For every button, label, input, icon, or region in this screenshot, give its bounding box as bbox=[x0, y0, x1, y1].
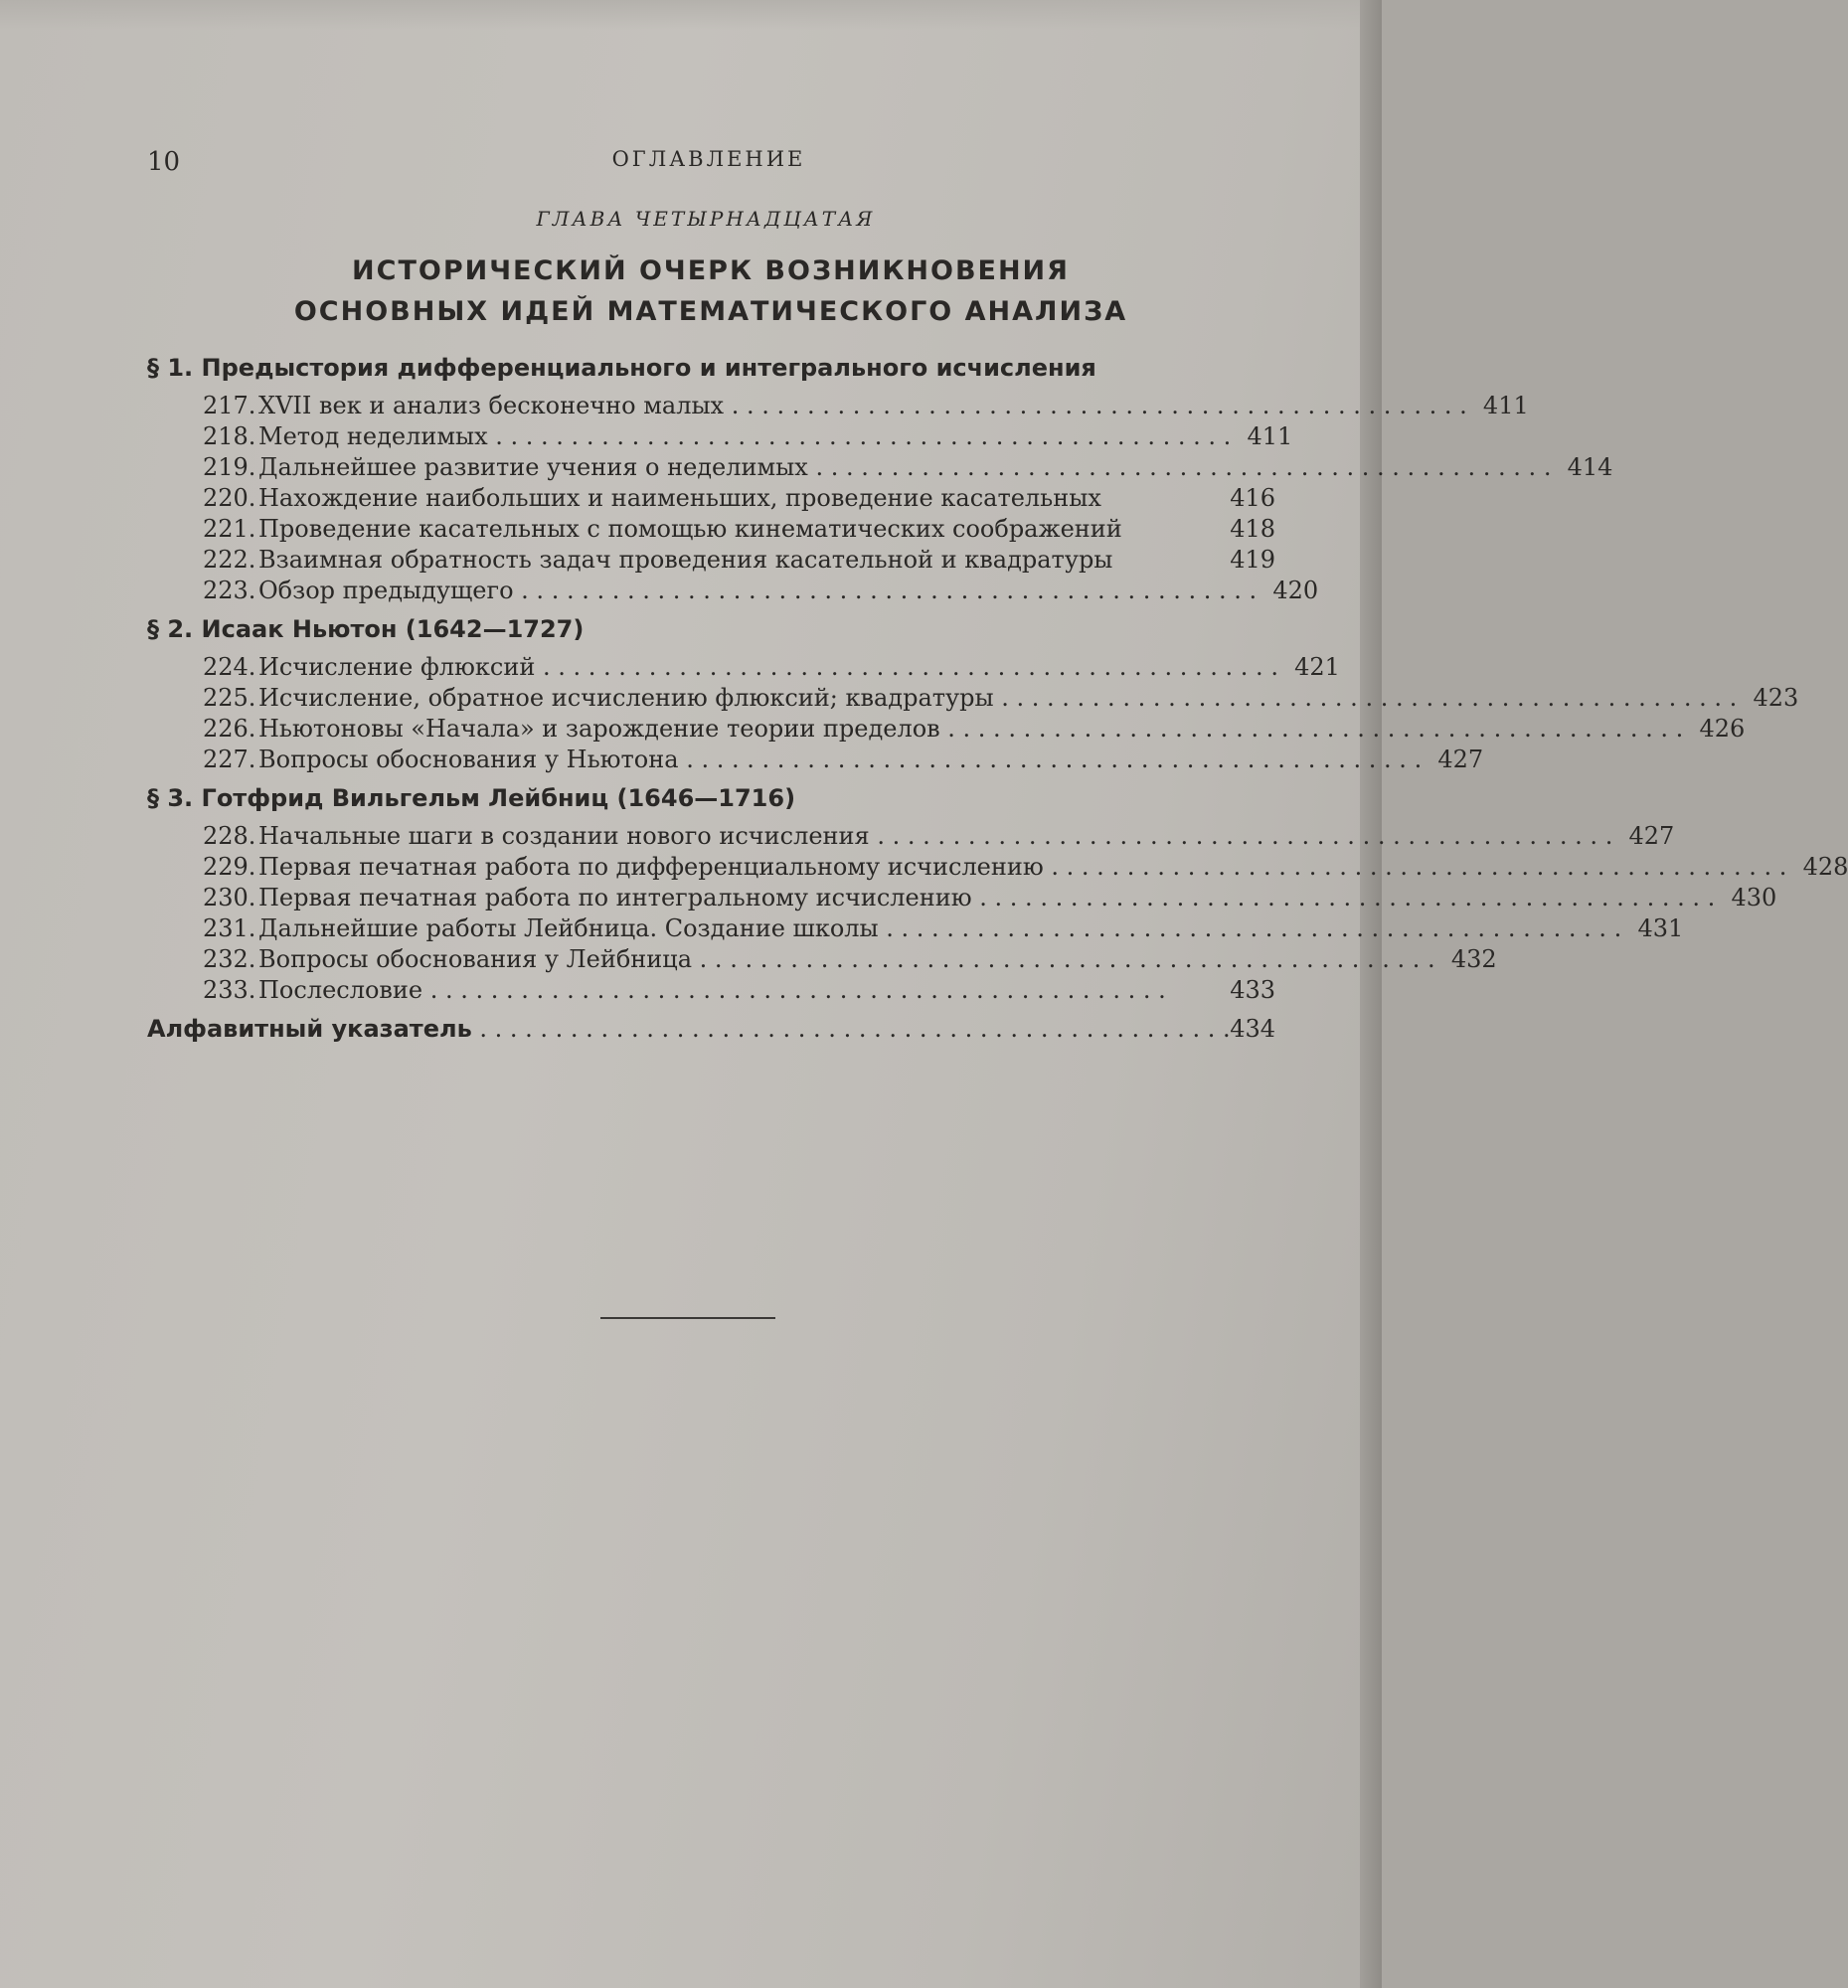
chapter-label: ГЛАВА ЧЕТЫРНАДЦАТАЯ bbox=[536, 207, 876, 231]
entry-title: Обзор предыдущего bbox=[258, 577, 514, 604]
entry-title: Исчисление, обратное исчислению флюксий; квадратуры bbox=[258, 684, 994, 712]
toc-entry: 228. Начальные шаги в создании нового исчисления . . . . . . . . . . . . . . . . . . . . . . . . . . . . . . . . . . . . . . . . . . . . . . . . . 427 bbox=[203, 822, 1675, 850]
entry-page: 419 bbox=[1230, 546, 1275, 574]
chapter-title-line-1: ИСТОРИЧЕСКИЙ ОЧЕРК ВОЗНИКНОВЕНИЯ bbox=[352, 255, 1070, 286]
toc-entry: 225. Исчисление, обратное исчислению флюксий; квадратуры . . . . . . . . . . . . . . . . . . . . . . . . . . . . . . . . . . . . . . . . . . . . . . . . . 423 bbox=[203, 684, 1799, 712]
entry-number: 229. bbox=[203, 853, 256, 881]
entry-page: 426 bbox=[1699, 715, 1746, 743]
entry-page: 416 bbox=[1230, 484, 1275, 512]
toc-entry: 218. Метод неделимых . . . . . . . . . . . . . . . . . . . . . . . . . . . . . . . . . . . . . . . . . . . . . . . . . 411 bbox=[203, 422, 1293, 450]
entry-number: 219. bbox=[203, 453, 256, 481]
toc-entry: 233. Послесловие . . . . . . . . . . . . . . . . . . . . . . . . . . . . . . . . . . . . . . . . . . . . . . . . . 433 bbox=[203, 976, 1275, 1004]
entry-page: 427 bbox=[1628, 822, 1675, 850]
entry-title: Проведение касательных с помощью кинематических соображений bbox=[258, 515, 1122, 543]
entry-page: 433 bbox=[1230, 976, 1275, 1004]
page-top-shadow bbox=[0, 0, 1382, 30]
entry-number: 222. bbox=[203, 546, 256, 574]
page-number: 10 bbox=[147, 147, 181, 177]
section-3-entries bbox=[147, 821, 1848, 1006]
entry-number: 223. bbox=[203, 577, 256, 604]
entry-page: 421 bbox=[1294, 653, 1340, 681]
entry-title: Первая печатная работа по дифференциальному исчислению bbox=[258, 853, 1044, 881]
entry-title: Исчисление флюксий bbox=[258, 653, 536, 681]
end-rule bbox=[600, 1317, 775, 1319]
entry-title: XVII век и анализ бесконечно малых bbox=[258, 392, 725, 419]
entry-title: Дальнейшие работы Лейбница. Создание школы bbox=[258, 914, 879, 942]
alphabetical-index-entry: Алфавитный указатель . . . . . . . . . . . . . . . . . . . . . . . . . . . . . . . . . . . . . . . . . . . . . . . . . . 434 bbox=[147, 1015, 1275, 1043]
entry-page: 411 bbox=[1482, 392, 1529, 419]
section-1-entries bbox=[147, 391, 1613, 606]
toc-entry: 219. Дальнейшее развитие учения о неделимых . . . . . . . . . . . . . . . . . . . . . . . . . . . . . . . . . . . . . . . . . . . . . . . . . 414 bbox=[203, 453, 1613, 481]
entry-title: Вопросы обоснования у Ньютона bbox=[258, 746, 679, 773]
entry-page: 423 bbox=[1753, 684, 1799, 712]
section-2-title: § 2. Исаак Ньютон (1642—1727) bbox=[147, 615, 585, 643]
entry-title: Дальнейшее развитие учения о неделимых bbox=[258, 453, 808, 481]
entry-number: 224. bbox=[203, 653, 256, 681]
entry-number: 231. bbox=[203, 914, 256, 942]
index-title: Алфавитный указатель bbox=[147, 1015, 472, 1043]
toc-entry bbox=[203, 483, 1275, 514]
entry-number: 218. bbox=[203, 422, 256, 450]
entry-number: 227. bbox=[203, 746, 256, 773]
toc-entry: 230. Первая печатная работа по интегральному исчислению . . . . . . . . . . . . . . . . . . . . . . . . . . . . . . . . . . . . . . . . . . . . . . . . . 430 bbox=[203, 884, 1777, 911]
toc-entry: 226. Ньютоновы «Начала» и зарождение теории пределов . . . . . . . . . . . . . . . . . . . . . . . . . . . . . . . . . . . . . . . . . . . . . . . . . 426 bbox=[203, 715, 1746, 743]
page-header bbox=[147, 147, 1270, 177]
entry-number: 230. bbox=[203, 884, 256, 911]
entry-page: 430 bbox=[1731, 884, 1777, 911]
running-title: ОГЛАВЛЕНИЕ bbox=[611, 147, 806, 171]
toc-entry: 232. Вопросы обоснования у Лейбница . . . . . . . . . . . . . . . . . . . . . . . . . . . . . . . . . . . . . . . . . . . . . . . . . 432 bbox=[203, 945, 1497, 973]
index-page: 434 bbox=[1230, 1015, 1275, 1043]
entry-title: Метод неделимых bbox=[258, 422, 488, 450]
chapter-title bbox=[0, 250, 1422, 332]
section-1-title: § 1. Предыстория дифференциального и интегрального исчисления bbox=[147, 354, 1096, 382]
toc-entry: 224. Исчисление флюксий . . . . . . . . . . . . . . . . . . . . . . . . . . . . . . . . . . . . . . . . . . . . . . . . . 421 bbox=[203, 653, 1340, 681]
entry-title: Начальные шаги в создании нового исчисления bbox=[258, 822, 870, 850]
toc-entry: 217. XVII век и анализ бесконечно малых . . . . . . . . . . . . . . . . . . . . . . . . . . . . . . . . . . . . . . . . . . . . . . . . . 411 bbox=[203, 392, 1529, 419]
entry-number: 221. bbox=[203, 515, 256, 543]
entry-number: 228. bbox=[203, 822, 256, 850]
entry-title: Ньютоновы «Начала» и зарождение теории пределов bbox=[258, 715, 940, 743]
entry-page: 420 bbox=[1272, 577, 1319, 604]
entry-page: 432 bbox=[1450, 945, 1497, 973]
toc-entry: 227. Вопросы обоснования у Ньютона . . . . . . . . . . . . . . . . . . . . . . . . . . . . . . . . . . . . . . . . . . . . . . . . . 427 bbox=[203, 746, 1484, 773]
table-of-contents bbox=[147, 353, 1848, 1045]
entry-number: 233. bbox=[203, 976, 256, 1004]
entry-number: 220. bbox=[203, 484, 256, 512]
toc-entry: 223. Обзор предыдущего . . . . . . . . . . . . . . . . . . . . . . . . . . . . . . . . . . . . . . . . . . . . . . . . . 420 bbox=[203, 577, 1319, 604]
toc-entry bbox=[203, 545, 1275, 576]
entry-number: 226. bbox=[203, 715, 256, 743]
entry-number: 225. bbox=[203, 684, 256, 712]
toc-entry: 229. Первая печатная работа по дифференциальному исчислению . . . . . . . . . . . . . . . . . . . . . . . . . . . . . . . . . . . . . . . . . . . . . . . . . 428 bbox=[203, 853, 1848, 881]
entry-page: 428 bbox=[1802, 853, 1848, 881]
entry-number: 232. bbox=[203, 945, 256, 973]
entry-number: 217. bbox=[203, 392, 256, 419]
chapter-title-line-2: ОСНОВНЫХ ИДЕЙ МАТЕМАТИЧЕСКОГО АНАЛИЗА bbox=[293, 296, 1128, 327]
entry-page: 427 bbox=[1437, 746, 1484, 773]
entry-title: Нахождение наибольших и наименьших, проведение касательных bbox=[258, 484, 1101, 512]
entry-title: Послесловие bbox=[258, 976, 423, 1004]
entry-page: 414 bbox=[1567, 453, 1613, 481]
entry-page: 418 bbox=[1230, 515, 1275, 543]
section-3-title: § 3. Готфрид Вильгельм Лейбниц (1646—1716) bbox=[147, 784, 796, 812]
entry-title: Вопросы обоснования у Лейбница bbox=[258, 945, 693, 973]
entry-page: 411 bbox=[1247, 422, 1293, 450]
entry-title: Взаимная обратность задач проведения касательной и квадратуры bbox=[258, 546, 1113, 574]
toc-entry: 231. Дальнейшие работы Лейбница. Создание школы . . . . . . . . . . . . . . . . . . . . . . . . . . . . . . . . . . . . . . . . . . . . . . . . . 431 bbox=[203, 914, 1684, 942]
section-2-entries bbox=[147, 652, 1799, 775]
entry-page: 431 bbox=[1637, 914, 1684, 942]
toc-entry bbox=[203, 514, 1275, 545]
entry-title: Первая печатная работа по интегральному исчислению bbox=[258, 884, 972, 911]
